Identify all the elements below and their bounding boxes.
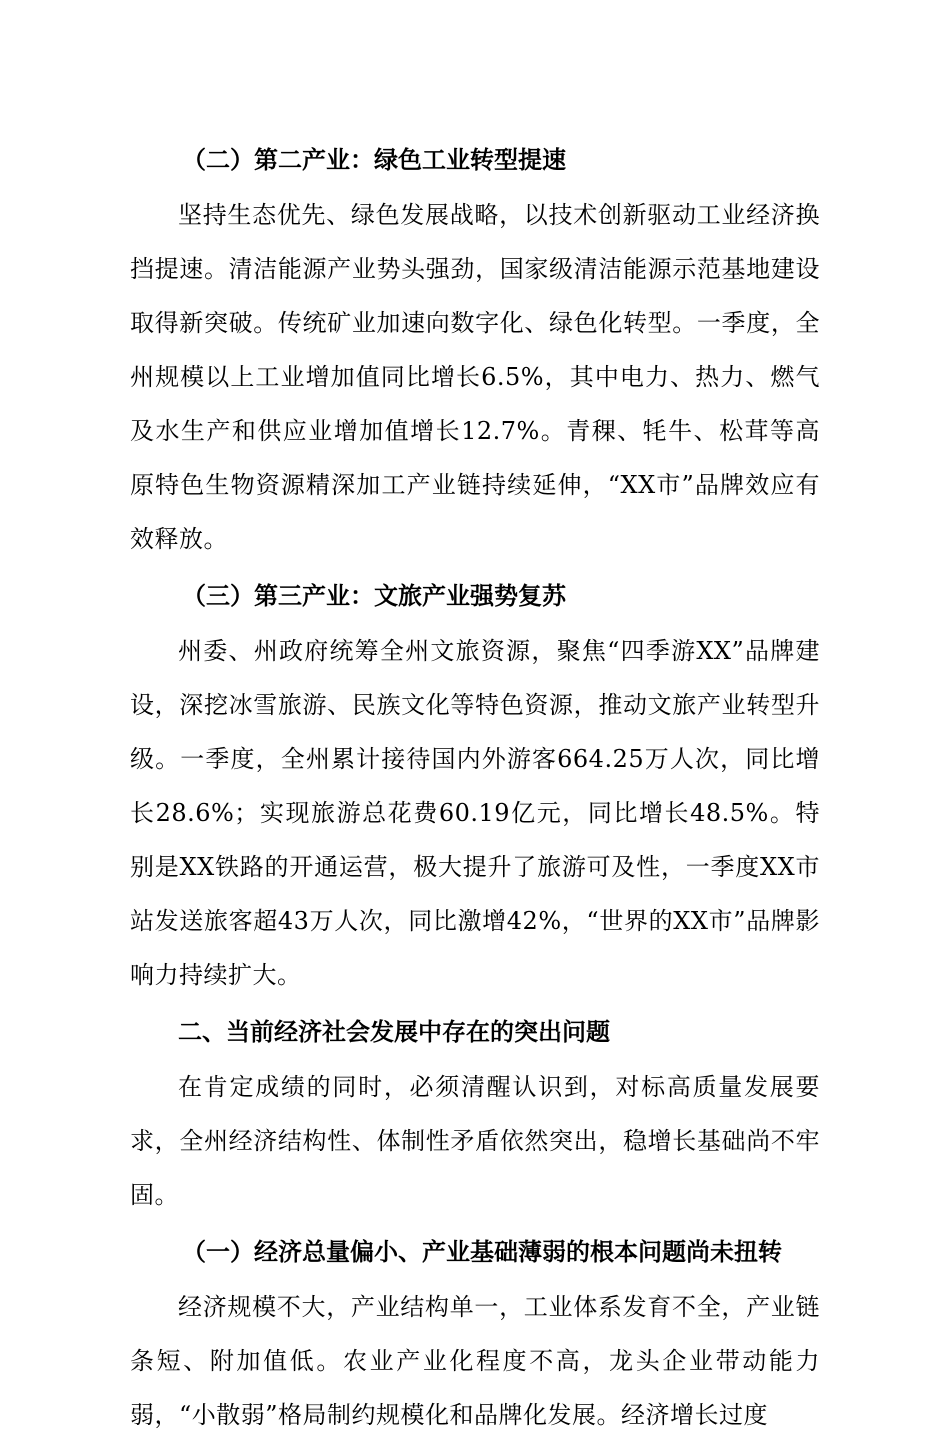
document-page bbox=[130, 140, 820, 1442]
paragraph-tertiary-industry: 州委、州政府统筹全州文旅资源，聚焦“四季游XX”品牌建设，深挖冰雪旅游、民族文化等特色资源，推动文旅产业转型升级。一季度，全州累计接待国内外游客664.25万人次，同比增长28.6%；实现旅游总花费60.19亿元，同比增长48.5%。特别是XX铁路的开通运营，极大提升了旅游可及性，一季度XX市站发送旅客超43万人次，同比激增42%，“世界的XX市”品牌影响力持续扩大。 bbox=[130, 637, 820, 989]
paragraph-secondary-industry: 坚持生态优先、绿色发展战略，以技术创新驱动工业经济换挡提速。清洁能源产业势头强劲，国家级清洁能源示范基地建设取得新突破。传统矿业加速向数字化、绿色化转型。一季度，全州规模以上工业增加值同比增长6.5%，其中电力、热力、燃气及水生产和供应业增加值增长12.7%。青稞、牦牛、松茸等高原特色生物资源精深加工产业链持续延伸，“XX市”品牌效应有效释放。 bbox=[130, 201, 820, 553]
section-heading-secondary-industry: （二）第二产业：绿色工业转型提速 bbox=[182, 145, 566, 174]
section-heading-economic-scale: （一）经济总量偏小、产业基础薄弱的根本问题尚未扭转 bbox=[182, 1237, 782, 1266]
section-heading-tertiary-industry: （三）第三产业：文旅产业强势复苏 bbox=[182, 581, 566, 610]
paragraph-problems-intro: 在肯定成绩的同时，必须清醒认识到，对标高质量发展要求，全州经济结构性、体制性矛盾依然突出，稳增长基础尚不牢固。 bbox=[130, 1073, 820, 1209]
section-heading-problems: 二、当前经济社会发展中存在的突出问题 bbox=[178, 1017, 610, 1046]
paragraph-economic-scale: 经济规模不大，产业结构单一，工业体系发育不全，产业链条短、附加值低。农业产业化程度不高，龙头企业带动能力弱，“小散弱”格局制约规模化和品牌化发展。经济增长过度 bbox=[130, 1293, 820, 1429]
